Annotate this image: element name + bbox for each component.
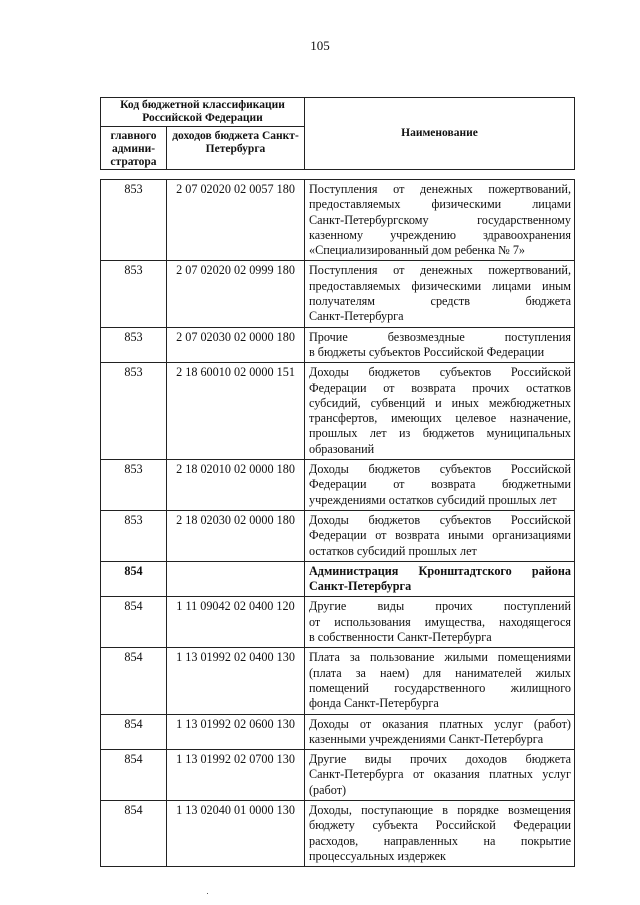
name-line: Плата за пользование жилыми помещениями xyxy=(309,650,571,665)
table-row xyxy=(101,363,575,460)
name-line: получателям средств бюджета xyxy=(309,294,571,309)
name-line: предоставляемых физическими лицами xyxy=(309,197,571,212)
name-cell xyxy=(305,648,575,714)
name-cell xyxy=(305,327,575,363)
admin-code-cell: 854 xyxy=(101,714,167,750)
name-line: Доходы, поступающие в порядке возмещения xyxy=(309,802,571,817)
page-number: 105 xyxy=(310,38,330,53)
name-line: Доходы бюджетов субъектов Российской xyxy=(309,462,571,477)
name-line: учреждениями остатков субсидий прошлых лет xyxy=(309,492,557,507)
name-line: бюджету субъекта Российской Федерации xyxy=(309,818,571,833)
revenue-code-cell xyxy=(167,561,305,597)
name-line: Санкт-Петербурга xyxy=(309,579,412,594)
admin-code-cell: 853 xyxy=(101,460,167,511)
name-line: помещений государственного жилищного xyxy=(309,680,571,695)
name-cell xyxy=(305,261,575,327)
revenue-code-cell: 1 11 09042 02 0400 120 xyxy=(167,597,305,648)
name-line: процессуальных издержек xyxy=(309,848,446,863)
name-line: Санкт-Петербурга xyxy=(309,309,404,324)
name-line: Прочие безвозмездные поступления xyxy=(309,329,571,344)
name-line: в собственности Санкт-Петербурга xyxy=(309,630,492,645)
name-line: предоставляемых физическими лицами иным xyxy=(309,278,571,293)
name-line: Федерации от возврата иными организациями xyxy=(309,528,571,543)
name-line: прошлых лет из бюджетов муниципальных xyxy=(309,426,571,441)
revenue-code-cell: 2 18 02010 02 0000 180 xyxy=(167,460,305,511)
name-cell xyxy=(305,363,575,460)
table-row xyxy=(101,261,575,327)
table-row xyxy=(101,714,575,750)
admin-code-cell: 853 xyxy=(101,510,167,561)
table-row xyxy=(101,327,575,363)
revenue-code-cell: 2 07 02020 02 0999 180 xyxy=(167,261,305,327)
table-row xyxy=(101,460,575,511)
name-line: Поступления от денежных пожертвований, xyxy=(309,263,571,278)
name-line: Другие виды прочих доходов бюджета xyxy=(309,752,571,767)
table-header xyxy=(100,97,575,170)
revenue-code-cell: 1 13 02040 01 0000 130 xyxy=(167,800,305,866)
admin-code-cell: 854 xyxy=(101,561,167,597)
name-line: Доходы от оказания платных услуг (работ) xyxy=(309,716,571,731)
name-line: (плата за наем) для нанимателей жилых xyxy=(309,665,571,680)
name-line: Доходы бюджетов субъектов Российской xyxy=(309,512,571,527)
name-line: Другие виды прочих поступлений xyxy=(309,599,571,614)
name-line: Федерации от возврата прочих остатков xyxy=(309,380,571,395)
name-line: казенными учреждениями Санкт-Петербурга xyxy=(309,731,544,746)
name-column-header: Наименование xyxy=(305,98,575,170)
name-line: Администрация Кронштадтского района xyxy=(309,563,571,578)
name-cell xyxy=(305,460,575,511)
name-cell xyxy=(305,510,575,561)
revenue-code-cell: 2 18 60010 02 0000 151 xyxy=(167,363,305,460)
table-row xyxy=(101,648,575,714)
revenue-code-cell: 2 07 02030 02 0000 180 xyxy=(167,327,305,363)
admin-code-cell: 854 xyxy=(101,648,167,714)
classification-table-body xyxy=(101,180,575,867)
table-row xyxy=(101,180,575,261)
table-row xyxy=(101,597,575,648)
revenue-code-column-header: доходов бюджета Санкт-Петербурга xyxy=(167,127,305,170)
revenue-code-cell: 1 13 01992 02 0400 130 xyxy=(167,648,305,714)
table-row xyxy=(101,561,575,597)
revenue-code-cell: 1 13 01992 02 0700 130 xyxy=(167,750,305,801)
table-row xyxy=(101,800,575,866)
revenue-code-cell: 2 18 02030 02 0000 180 xyxy=(167,510,305,561)
revenue-code-cell: 1 13 01992 02 0600 130 xyxy=(167,714,305,750)
name-line: (работ) xyxy=(309,782,347,797)
admin-code-cell: 853 xyxy=(101,327,167,363)
name-line: остатков субсидий прошлых лет xyxy=(309,543,477,558)
admin-code-cell: 854 xyxy=(101,750,167,801)
table-row xyxy=(101,750,575,801)
admin-code-cell: 853 xyxy=(101,180,167,261)
admin-code-cell: 853 xyxy=(101,261,167,327)
admin-code-cell: 853 xyxy=(101,363,167,460)
name-line: казенному учреждению здравоохранения xyxy=(309,227,571,242)
code-group-header: Код бюджетной классификации Российской Федерации xyxy=(101,98,305,127)
admin-column-header: главного админи-стратора xyxy=(101,127,167,170)
scan-mark xyxy=(207,893,208,894)
name-line: Доходы бюджетов субъектов Российской xyxy=(309,365,571,380)
admin-code-cell: 854 xyxy=(101,597,167,648)
name-line: Санкт-Петербурга от оказания платных услуг xyxy=(309,767,571,782)
name-cell xyxy=(305,597,575,648)
name-line: образований xyxy=(309,441,375,456)
name-cell xyxy=(305,561,575,597)
name-line: в бюджеты субъектов Российской Федерации xyxy=(309,344,545,359)
name-line: фонда Санкт-Петербурга xyxy=(309,696,439,711)
table-row xyxy=(101,510,575,561)
classification-table xyxy=(100,179,575,867)
name-line: от использования имущества, находящегося xyxy=(309,614,571,629)
revenue-code-cell: 2 07 02020 02 0057 180 xyxy=(167,180,305,261)
name-cell xyxy=(305,714,575,750)
name-cell xyxy=(305,180,575,261)
name-line: трансфертов, имеющих целевое назначение, xyxy=(309,411,571,426)
name-cell xyxy=(305,800,575,866)
name-line: Федерации от возврата бюджетными xyxy=(309,477,571,492)
name-line: Санкт-Петербургскому государственному xyxy=(309,212,571,227)
name-line: Поступления от денежных пожертвований, xyxy=(309,182,571,196)
name-line: расходов, направленных на покрытие xyxy=(309,833,571,848)
admin-code-cell: 854 xyxy=(101,800,167,866)
name-line: субсидий, субвенций и иных межбюджетных xyxy=(309,395,571,410)
name-cell xyxy=(305,750,575,801)
name-line: «Специализированный дом ребенка № 7» xyxy=(309,243,526,258)
